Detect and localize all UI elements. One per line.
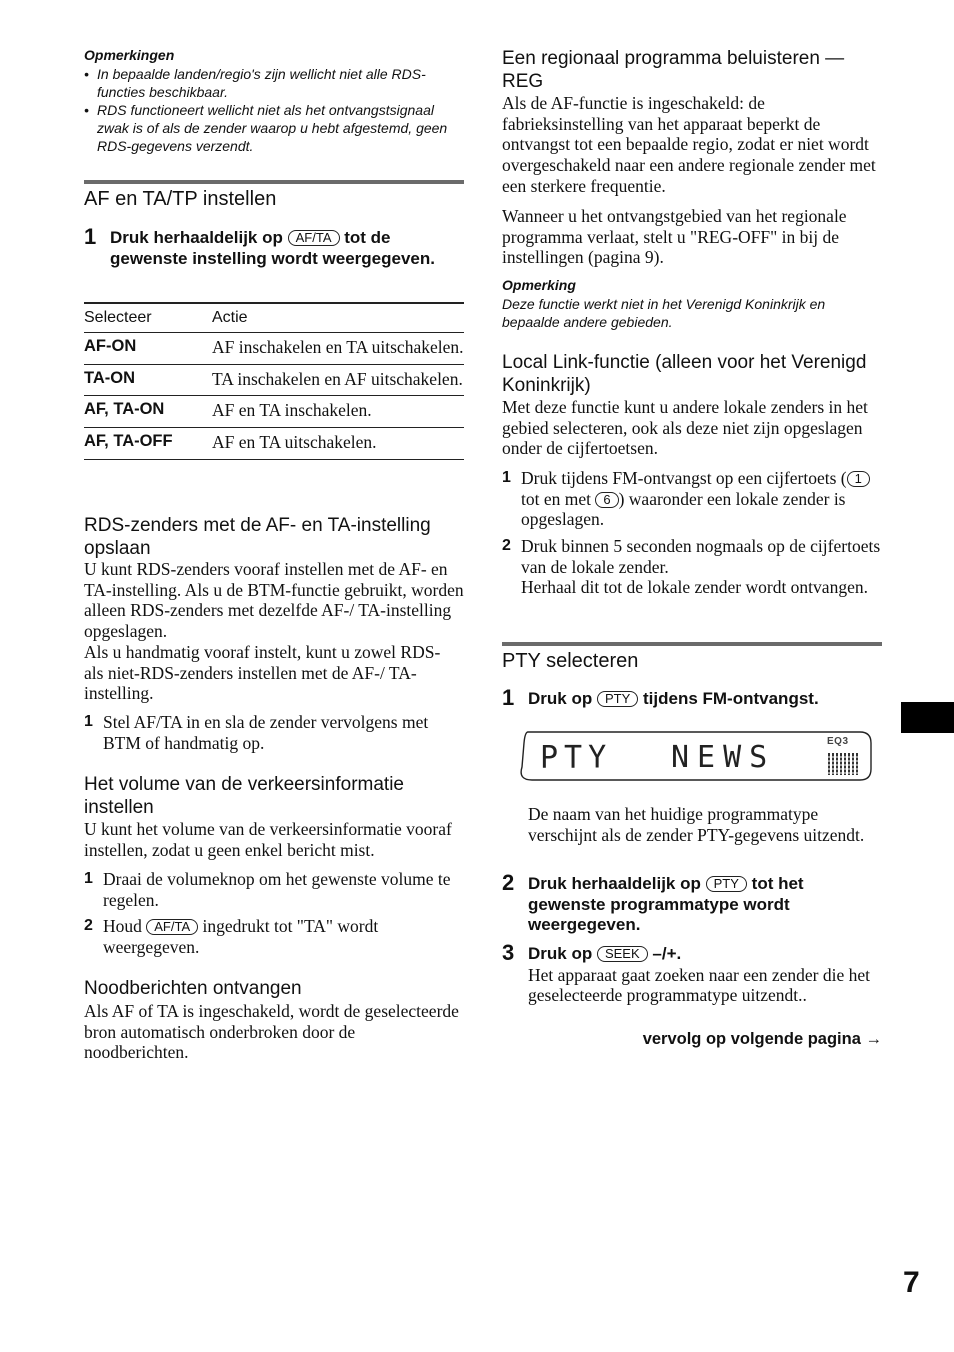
reg-note-heading: Opmerking bbox=[502, 277, 576, 293]
arrow-right-icon: → bbox=[865, 1030, 882, 1048]
step-number: 1 bbox=[84, 224, 97, 249]
section-title-rds: RDS-zenders met de AF- en TA-instelling opslaan bbox=[84, 515, 431, 559]
table-cell: AF en TA inschakelen. bbox=[212, 396, 464, 428]
section-divider bbox=[84, 180, 464, 184]
af-ta-key-icon: AF/TA bbox=[288, 230, 340, 246]
lcd-left-text: PTY bbox=[540, 739, 613, 776]
rds-paragraph: U kunt RDS-zenders vooraf instellen met de AF- en TA-instelling. Als u de BTM-functie gebruikt, worden alleen RDS-zenders met dezelfde AF-/ TA-instelling opgeslagen. Als u handmatig vooraf instelt, kunt u zowel RDS- als niet-RDS-zenders instellen met de AF-/ TA-instelling. bbox=[84, 559, 464, 704]
pty-description: De naam van het huidige programmatype verschijnt als de zender PTY-gegevens uitzendt. bbox=[528, 804, 865, 845]
continued-note: vervolg op volgende pagina → bbox=[642, 1030, 882, 1048]
table-cell: TA-ON bbox=[84, 364, 212, 396]
table-cell: AF, TA-OFF bbox=[84, 428, 212, 460]
section-title-volume: Het volume van de verkeersinformatie instellen bbox=[84, 774, 404, 818]
pty-step-2: 2 Druk herhaaldelijk op PTY tot het gewenste programmatype wordt weergegeven. bbox=[502, 870, 804, 934]
volume-item-2: 2 Houd AF/TA ingedrukt tot "TA" wordt weergegeven. bbox=[84, 916, 379, 957]
number-1-key-icon: 1 bbox=[847, 471, 870, 487]
notes-list bbox=[84, 65, 464, 155]
selection-table bbox=[84, 302, 464, 460]
pty-step-3: 3 Druk op SEEK –/+. Het apparaat gaat zoeken naar een zender die het geselecteerde programmatype uitzendt.. bbox=[502, 940, 882, 1006]
af-step-1: 1 Druk herhaaldelijk op AF/TA tot de gewenste instelling wordt weergegeven. bbox=[84, 224, 435, 268]
seek-key-icon: SEEK bbox=[597, 946, 648, 962]
reg-note: Deze functie werkt niet in het Verenigd Koninkrijk en bepaalde andere gebieden. bbox=[502, 296, 826, 330]
pty-step-1: 1 Druk op PTY tijdens FM-ontvangst. bbox=[502, 685, 819, 710]
table-cell: TA inschakelen en AF uitschakelen. bbox=[212, 364, 464, 396]
table-row bbox=[84, 333, 464, 365]
local-item-1: 1 Druk tijdens FM-ontvangst op een cijfertoets ( 1 tot en met 6 ) waaronder een lokale zender is opgeslagen. bbox=[502, 468, 882, 530]
af-ta-key-icon: AF/TA bbox=[146, 919, 198, 935]
rds-item-1: 1 Stel AF/TA in en sla de zender vervolgens met BTM of handmatig op. bbox=[84, 712, 429, 753]
table-cell: AF en TA uitschakelen. bbox=[212, 428, 464, 460]
table-header-row bbox=[84, 303, 464, 333]
pty-key-icon: PTY bbox=[706, 876, 747, 892]
section-title-pty: PTY selecteren bbox=[502, 650, 639, 672]
note-item: • In bepaalde landen/regio's zijn wellicht niet alle RDS-functies beschikbaar. bbox=[84, 66, 426, 100]
reg-paragraph-1: Als de AF-functie is ingeschakeld: de fabrieksinstelling van het apparaat beperkt de ontvangst tot een bepaalde regio, zodat er niet wordt overgeschakeld naar een andere regionale zender met een sterkere frequentie. bbox=[502, 93, 876, 196]
volume-item-1: 1 Draai de volumeknop om het gewenste volume te regelen. bbox=[84, 869, 451, 910]
table-header: Actie bbox=[212, 303, 464, 333]
section-title-emergency: Noodberichten ontvangen bbox=[84, 978, 302, 999]
table-cell: AF, TA-ON bbox=[84, 396, 212, 428]
table-row bbox=[84, 428, 464, 460]
section-title-reg: Een regionaal programma beluisteren — REG bbox=[502, 48, 845, 92]
reg-paragraph-2: Wanneer u het ontvangstgebied van het regionale programma verlaat, stelt u "REG-OFF" in bij de instellingen (pagina 9). bbox=[502, 206, 847, 268]
notes-heading: Opmerkingen bbox=[84, 47, 175, 63]
pty-key-icon: PTY bbox=[597, 691, 638, 707]
section-tab-marker bbox=[901, 702, 954, 733]
number-6-key-icon: 6 bbox=[595, 492, 618, 508]
table-cell: AF-ON bbox=[84, 333, 212, 365]
table-row bbox=[84, 364, 464, 396]
local-paragraph: Met deze functie kunt u andere lokale zenders in het gebied selecteren, ook als deze niet zijn opgeslagen onder de cijfertoetsen. bbox=[502, 397, 868, 459]
volume-paragraph: U kunt het volume van de verkeersinformatie vooraf instellen, zodat u geen enkel bericht mist. bbox=[84, 819, 452, 860]
section-divider bbox=[502, 642, 882, 646]
local-item-2: 2 Druk binnen 5 seconden nogmaals op de cijfertoets van de lokale zender. Herhaal dit tot de lokale zender wordt ontvangen. bbox=[502, 536, 881, 598]
section-title-local-link: Local Link-functie (alleen voor het Verenigd Koninkrijk) bbox=[502, 352, 867, 396]
note-item: • RDS functioneert wellicht niet als het ontvangstsignaal zwak is of als de zender waarop u hebt afgestemd, geen RDS-gegevens verzendt. bbox=[84, 102, 448, 154]
table-header: Selecteer bbox=[84, 303, 212, 333]
lcd-display bbox=[516, 731, 872, 781]
section-title-af-ta: AF en TA/TP instellen bbox=[84, 188, 277, 210]
table-cell: AF inschakelen en TA uitschakelen. bbox=[212, 333, 464, 365]
lcd-right-text: NEWS bbox=[671, 740, 776, 775]
page-number: 7 bbox=[903, 1266, 920, 1299]
step-3-description: Het apparaat gaat zoeken naar een zender die het geselecteerde programmatype uitzendt.. bbox=[528, 964, 871, 1006]
emergency-paragraph: Als AF of TA is ingeschakeld, wordt de geselecteerde bron automatisch onderbroken door de noodberichten. bbox=[84, 1001, 459, 1063]
lcd-eq-badge: EQ3 bbox=[827, 736, 849, 747]
table-row bbox=[84, 396, 464, 428]
